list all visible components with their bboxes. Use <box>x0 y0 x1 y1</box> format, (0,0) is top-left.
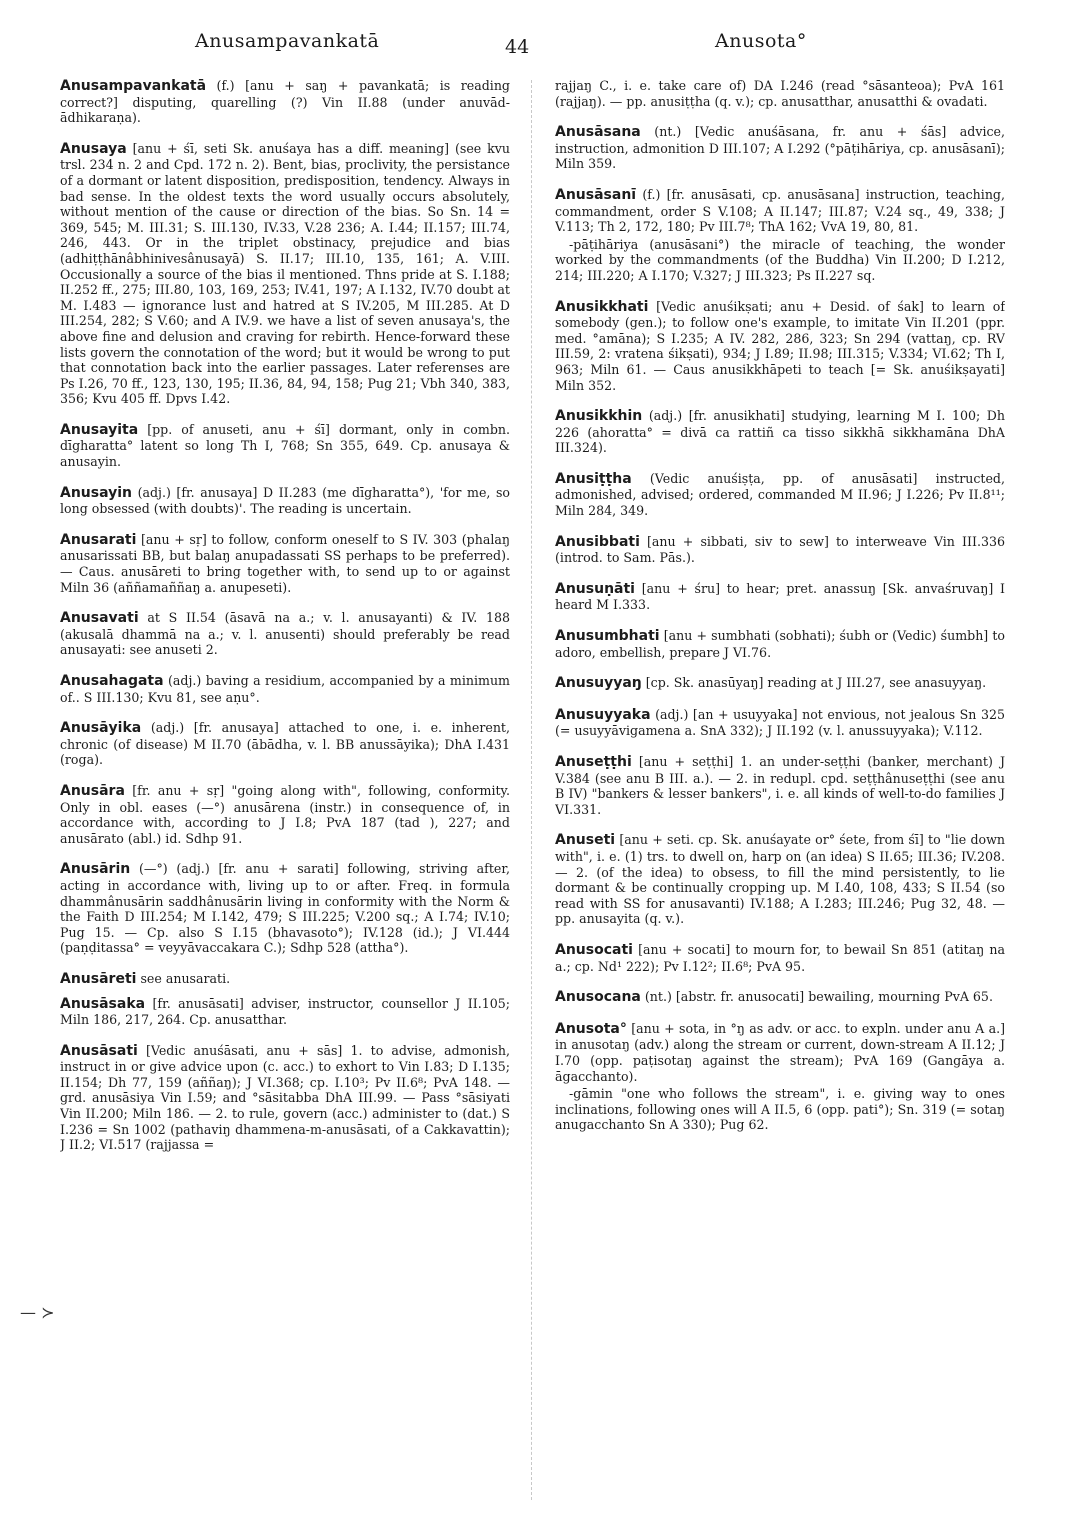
entry-definition: (f.) [fr. anusāsati, cp. anusāsana] instruction, teaching, commandment, order S V.108; A II.147; III.87; V.24 sq., 49, 338; J V.113; Th 2, 172, 180; Pv III.7⁸; ThA 162; VvA 19, 80, 81. <box>555 186 1005 235</box>
dictionary-entry <box>60 1043 510 1153</box>
dictionary-entry <box>555 832 1005 927</box>
headword: Anusāsana <box>555 124 641 141</box>
headword: Anusuṇāti <box>555 580 635 597</box>
dictionary-entry <box>555 1021 1005 1133</box>
dictionary-entry <box>60 861 510 956</box>
entry-definition: [anu + sṛ] to follow, conform oneself to S IV. 303 (phalaŋ anusarissati BB, but balaŋ anupadassati SS perhaps to be preferred). — Caus. anusāreti to bring together with, to send up to or against Miln 36 (aññamaññaŋ a. anupeseti). <box>60 531 510 595</box>
left-column <box>60 78 510 1498</box>
entry-definition: (nt.) [Vedic anuśāsana, fr. anu + śās] advice, instruction, admonition D III.107; A I.292 (°pāṭihāriya, cp. anusāsanī); Miln 359. <box>555 124 1005 172</box>
headword: Anusāyika <box>60 720 142 737</box>
entry-definition: [pp. of anuseti, anu + śī] dormant, only in combn. dīgharatta° latent so long Th I, 768; Sn 355, 649. Cp. anusaya & anusayin. <box>60 421 510 470</box>
dictionary-entry <box>60 485 510 517</box>
dictionary-entry <box>555 581 1005 613</box>
headword: Anusāsanī <box>555 186 637 203</box>
dictionary-entry <box>555 675 1005 692</box>
entry-definition: [anu + seṭṭhi] 1. an under-seṭṭhi (banker, merchant) J V.384 (see anu B III. a.). — 2. in redupl. cpd. seṭṭhânuseṭṭhi (see anu B IV) "bankers & lesser bankers", i. e. all kinds of well-to-do families J VI.331. <box>555 754 1005 817</box>
dictionary-entry <box>555 299 1005 394</box>
entry-definition: (adj.) [fr. anusaya] D II.283 (me dīgharatta°), 'for me, so long obsessed (with doubts)'. The reading is uncertain. <box>60 484 510 517</box>
entry-definition: [cp. Sk. anasūyaŋ] reading at J III.27, see anasuyyaŋ. <box>641 675 987 691</box>
dictionary-entry <box>60 996 510 1028</box>
dictionary-entry <box>555 187 1005 284</box>
headword: Anusaya <box>60 140 127 157</box>
dictionary-entry <box>555 124 1005 172</box>
headword: Anusocana <box>555 989 641 1006</box>
header-right-guideword: Anusota° <box>715 30 807 52</box>
dictionary-entry <box>60 422 510 470</box>
entry-definition: (adj.) [fr. anusaya] attached to one, i. e. inherent, chronic (of disease) M II.70 (ābādha, v. l. BB anussāyika); DhA I.431 (roga). <box>60 720 510 768</box>
entry-definition: [anu + seti. cp. Sk. anuśayate or° śete, from śī] to "lie down with", i. e. (1) trs. to dwell on, harp on (an idea) S II.65; III.36; IV.208. — 2. (of the idea) to obsess, to fill the mind persistently, to lie dormant & be continually cropping up. M I.40, 108, 433; S II.54 (so read with SS for anusavanti) IV.188; A I.283; III.246; Pug 32, 48. — pp. anusayita (q. v.). <box>555 832 1005 927</box>
headword: Anusuyyaka <box>555 706 651 723</box>
margin-mark: — ≻ <box>20 1303 55 1322</box>
dictionary-entry <box>60 532 510 595</box>
headword: Anusāsati <box>60 1042 138 1059</box>
sub-entry: -gāmin "one who follows the stream", i. e. giving way to ones inclinations, following ones will A II.5, 6 (opp. pati°); Sn. 319 (= sotaŋ anugacchanto Sn A 330); Pug 62. <box>555 1086 1005 1133</box>
headword: Anusayita <box>60 421 139 438</box>
entry-definition: rajjaŋ C., i. e. take care of) DA I.246 (read °sāsanteoa); PvA 161 (rajjaŋ). — pp. anusiṭṭha (q. v.); cp. anusatthar, anusatthi & ovadati. <box>555 78 1005 109</box>
entry-definition: (Vedic anuśiṣṭa, pp. of anusāsati] instructed, admonished, advised; ordered, commanded M II.96; J I.226; Pv II.8¹¹; Miln 284, 349. <box>555 470 1005 519</box>
headword: Anusota° <box>555 1020 627 1037</box>
entry-definition: [Vedic anuśikṣati; anu + Desid. of śak] to learn of somebody (gen.); to follow one's example, to imitate Vin II.201 (ppr. med. °amāna); S I.235; A IV. 282, 286, 323; Sn 294 (vattaŋ, cp. RV III.59, 2: vratena śikṣati), 934; J I.89; II.98; III.315; V.334; VI.62; Th I, 963; Miln 61. — Caus anusikkhāpeti to teach [= Sk. anuśikṣayati] Miln 352. <box>555 298 1005 393</box>
headword: Anusocati <box>555 941 633 958</box>
entry-definition: (adj.) [an + usuyyaka] not envious, not jealous Sn 325 (= usuyyāvigamena a. SnA 332); J II.192 (v. l. anussuyyaka); V.112. <box>555 706 1005 739</box>
entry-definition: [fr. anusāsati] adviser, instructor, counsellor J II.105; Miln 186, 217, 264. Cp. anusatthar. <box>60 995 510 1028</box>
headword: Anuseti <box>555 832 616 849</box>
dictionary-entry <box>60 78 510 126</box>
dictionary-entry <box>555 942 1005 974</box>
page-header <box>60 30 1020 60</box>
headword: Anusiṭṭha <box>555 470 632 487</box>
dictionary-entry <box>555 471 1005 519</box>
entry-definition: [anu + sibbati, siv to sew] to interweave Vin III.336 (introd. to Sam. Pās.). <box>555 533 1005 566</box>
headword: Anusahagata <box>60 673 164 689</box>
header-left-guideword: Anusampavankatā <box>195 30 380 52</box>
entry-definition: [anu + śī, seti Sk. anuśaya has a diff. meaning] (see kvu trsl. 234 n. 2 and Cpd. 172 n. 2). Bent, bias, proclivity, the persistance of a dormant or latent disposition, predisposition, tendency. Always in bad sense. In the oldest texts the word usually occurs absolutely, without mention of the cause or direction of the bias. So Sn. 14 = 369, 545; M. III.31; S. III.130, IV.33, V.28 236; A. I.44; II.157; III.74, 246, 443. Or in the triplet obstinacy, prejudice and bias (adhiṭṭhānâbhinivesânusayā) S. II.17; III.10, 135, 161; A. V.III. Occusionally a source of the bias il mentioned. Thns pride at S. I.188; II.252 ff., 275; III.80, 103, 169, 253; IV.41, 197; A I.132, IV.70 doubt at M. I.483 — ignorance lust and hatred at S IV.205, M III.285. At D III.254, 282; S V.60; and A IV.9. we have a list of seven anusaya's, the above fine and delusion and craving for rebirth. Hence-forward these lists govern the connotation of the word; but it would be wrong to put that connotation back into the earlier passages. Later referenses are Ps I.26, 70 ff., 123, 130, 195; II.36, 84, 94, 158; Pug 21; Vbh 340, 383, 356; Kvu 405 ff. Dpvs I.42. <box>60 140 510 407</box>
entry-definition: [anu + sumbhati (sobhati); śubh or (Vedic) śumbh] to adoro, embellish, prepare J VI.76. <box>555 628 1005 660</box>
dictionary-entry <box>60 610 510 658</box>
dictionary-entry <box>555 534 1005 566</box>
right-column <box>555 78 1005 1498</box>
entry-definition: [anu + śru] to hear; pret. anassuŋ [Sk. anvaśruvaŋ] I heard M I.333. <box>555 580 1005 613</box>
entry-definition: at S II.54 (āsavā na a.; v. l. anusayanti) & IV. 188 (akusalā dhammā na a.; v. l. anusenti) should preferably be read anusayati: see anuseti 2. <box>60 610 510 658</box>
headword: Anusāreti <box>60 970 137 987</box>
headword: Anusayin <box>60 484 133 501</box>
dictionary-entry <box>60 141 510 407</box>
dictionary-entry <box>555 78 1005 109</box>
headword: Anusibbati <box>555 533 640 550</box>
dictionary-entry <box>555 989 1005 1006</box>
headword: Anusāsaka <box>60 995 146 1012</box>
entry-definition: see anusarati. <box>136 970 231 986</box>
dictionary-entry <box>555 628 1005 660</box>
headword: Anusampavankatā <box>60 78 207 94</box>
entry-definition: (f.) [anu + saŋ + pavankatā; is reading correct?] disputing, quarelling (?) Vin II.88 (under anuvād-ādhikaraṇa). <box>60 78 510 126</box>
headword: Anuseṭṭhi <box>555 754 632 770</box>
headword: Anusāra <box>60 782 125 799</box>
headword: Anusarati <box>60 531 137 548</box>
column-divider <box>531 80 532 1500</box>
headword: Anusārin <box>60 861 131 878</box>
entry-definition: [Vedic anuśāsati, anu + sās] 1. to advise, admonish, instruct in or give advice upon (c. acc.) to exhort to Vin I.83; D I.135; II.154; Dh 77, 159 (aññaŋ); J VI.368; cp. I.10³; Pv II.6⁸; PvA 148. — grd. anusāsiya Vin I.59; and °sāsitabba DhA III.99. — Pass °sāsiyati Vin II.200; Miln 186. — 2. to rule, govern (acc.) administer to (dat.) S I.236 = Sn 1002 (pathaviŋ dhammena-m-anusāsati, of a Cakkavattin); J II.2; VI.517 (rajjassa = <box>60 1042 510 1153</box>
headword: Anusuyyaŋ <box>555 675 642 692</box>
entry-definition: [anu + sota, in °ŋ as adv. or acc. to expln. under anu A a.] in anusotaŋ (adv.) along the stream or current, down-stream A II.12; J I.70 (opp. paṭisotaŋ against the stream); PvA 169 (Gangāya a. āgacchanto). <box>555 1020 1005 1084</box>
entry-definition: (nt.) [abstr. fr. anusocati] bewailing, mourning PvA 65. <box>640 989 993 1005</box>
dictionary-entry <box>555 707 1005 739</box>
entry-definition: (adj.) [fr. anusikhati] studying, learning M I. 100; Dh 226 (ahoratta° = divā ca rattiñ ca tisso sikkhā sikkhamāna DhA III.324). <box>555 408 1005 456</box>
dictionary-entry <box>60 971 510 988</box>
headword: Anusikkhin <box>555 408 643 425</box>
sub-entry: -pāṭihāriya (anusāsani°) the miracle of teaching, the wonder worked by the commandments (of the Buddha) Vin II.200; D I.212, 214; III.220; A I.170; V.327; J III.323; Ps II.227 sq. <box>555 236 1005 283</box>
headword: Anusikkhati <box>555 298 649 315</box>
dictionary-entry <box>60 673 510 705</box>
dictionary-entry <box>555 754 1005 817</box>
headword: Anusavati <box>60 610 139 627</box>
entry-definition: [anu + socati] to mourn for, to bewail Sn 851 (atitaŋ na a.; cp. Nd¹ 222); Pv I.12²; II.6⁸; PvA 95. <box>555 941 1005 974</box>
page-number: 44 <box>505 36 530 58</box>
entry-definition: (adj.) baving a residium, accompanied by a minimum of.. S III.130; Kvu 81, see aṇu°. <box>60 673 510 705</box>
dictionary-entry <box>555 408 1005 456</box>
entry-definition: [fr. anu + sṛ] "going along with", following, conformity. Only in obl. eases (—°) anusārena (instr.) in consequence of, in accordance with, according to J I.8; PvA 187 (tad ), 227; and anusārato (abl.) id. Sdhp 91. <box>60 782 510 846</box>
entry-definition: (—°) (adj.) [fr. anu + sarati] following, striving after, acting in accordance with, living up to or after. Freq. in formula dhammânusārin saddhânusārin living in conformity with the Norm & the Faith D III.254; M I.142, 479; S III.225; V.200 sq.; A I.74; IV.10; Pug 15. — Cp. also S I.15 (bhavasoto°); IV.128 (id.); J VI.444 (paṇḍitassa° = veyyāvaccakara C.); Sdhp 528 (attha°). <box>60 861 510 956</box>
headword: Anusumbhati <box>555 628 660 645</box>
dictionary-entry <box>60 783 510 846</box>
dictionary-entry <box>60 720 510 768</box>
